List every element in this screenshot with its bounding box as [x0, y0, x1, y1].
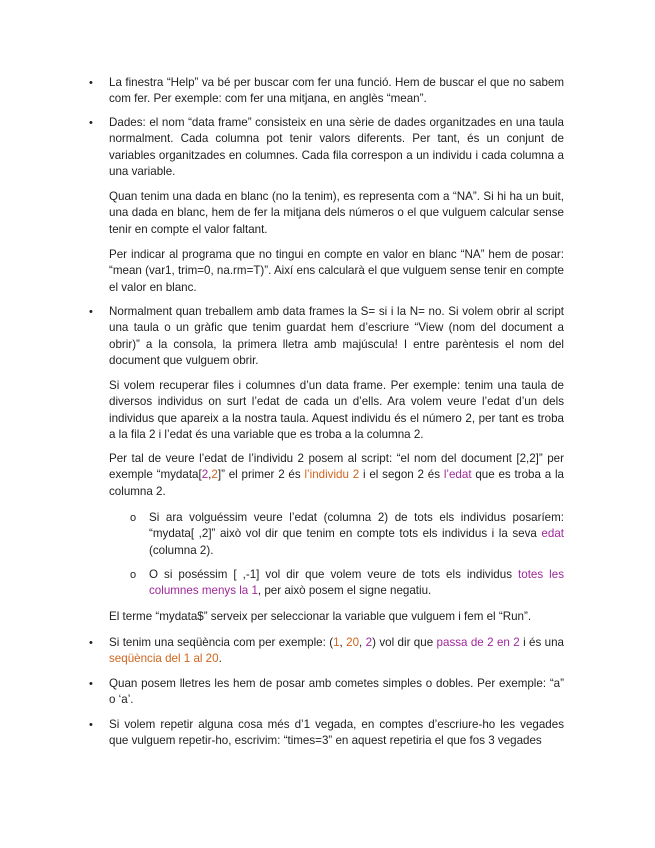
text-run: , [208, 468, 212, 482]
highlight-passa: passa de 2 en 2 [436, 636, 520, 649]
text-run: que es troba a la columna 2. [109, 468, 564, 498]
text-run: O si poséssim [ ,-1] vol dir que volem veure de tots els individus [149, 568, 519, 581]
text-run: i el segon 2 és [359, 468, 444, 482]
paragraph-normalment: Normalment quan treballem amb data frames la S= si i la N= no. Si volem obrir al script una taula o un gràfic que tenim guardat hem d’escriure “View (nom del document a obrir)” a la consola, la primera lletra amb majúscula! I entre parèntesis el nom del document que vulguem obrir. [109, 305, 564, 368]
text-run: i és una [519, 636, 564, 649]
text-run: ]” el primer 2 és [217, 468, 305, 482]
paragraph-veure-edat [109, 451, 564, 500]
sub-bullet-marker: o [130, 569, 137, 581]
sub-bullet-marker: o [130, 512, 137, 524]
text-run: , [359, 636, 366, 649]
highlight-individu: l’individu 2 [304, 468, 360, 482]
paragraph-dades: Dades: el nom “data frame” consisteix en una sèrie de dades organitzades en una taula normalment. Cada columna pot tenir valors diferents. Per tant, és un conjunt de variables organitzades en columnes. Cada fila correspon a un individu i cada columna a una variable. [109, 116, 564, 179]
bullet-marker: • [89, 306, 93, 318]
text-run: ) vol dir que [372, 636, 437, 649]
text-run: , per això posem el signe negatiu. [257, 584, 432, 598]
paragraph-na-indicar: Per indicar al programa que no tingui en compte en valor en blanc “NA” hem de posar: “mean (var1, trim=0, na.rm=T)”. Així ens calcularà el que vulguem sense tenir en compte el valor en blanc. [109, 248, 564, 294]
highlight-edat: l’edat [443, 468, 472, 482]
highlight-sequencia: seqüència del 1 al 20 [109, 652, 219, 666]
highlight-totes-columnes: totes les columnes menys la 1 [149, 568, 565, 598]
bullet-marker: • [89, 719, 93, 731]
text-run: (columna 2). [149, 543, 214, 557]
paragraph-recuperar: Si volem recuperar files i columnes d’un data frame. Per exemple: tenim una taula de diversos individus on surt l’edat de cada un d’ells. Ara volem veure l’edat d’un dels individus que apareix a la nostra taula. Aquest individu és el número 2, per tant es troba a la fila 2 i l’edat és una variable que es troba a la columna 2. [109, 379, 564, 442]
sub-paragraph-columnes [149, 567, 564, 600]
paragraph-terme: El terme “mydata$” serveix per seleccionar la variable que vulguem i fem el “Run”. [109, 610, 532, 623]
bullet-marker: • [89, 678, 93, 690]
text-run: Si tenim una seqüència com per exemple: ( [109, 636, 334, 649]
highlight-number: 20 [346, 636, 360, 649]
sub-paragraph-edat-tots [149, 510, 564, 559]
highlight-number: 2 [365, 636, 373, 649]
bullet-marker: • [89, 637, 93, 649]
paragraph-sequencia [109, 635, 564, 668]
highlight-number: 2 [201, 468, 209, 482]
bullet-marker: • [89, 117, 93, 129]
paragraph-repetir: Si volem repetir alguna cosa més d’1 vegada, en comptes d’escriure-ho les vegades que vulguem repetir-ho, escrivim: “times=3” en aquest repetiria el que fos 3 vegades [109, 718, 564, 748]
text-run: . [218, 652, 222, 666]
highlight-number: 2 [211, 468, 218, 482]
highlight-edat: edat [541, 527, 564, 541]
text-run: Si ara volguéssim veure l’edat (columna 2) de tots els individus posaríem: “mydata[ ,2]” això vol dir que tenim en compte tots els individus i la seva [149, 511, 564, 541]
highlight-number: 1 [333, 636, 340, 649]
paragraph-help: La finestra “Help” va bé per buscar com fer una funció. Hem de buscar el que no sabem com fer. Per exemple: com fer una mitjana, en anglès “mean”. [109, 76, 564, 106]
bullet-marker: • [89, 77, 93, 89]
text-run: Per tal de veure l’edat de l’individu 2 posem al script: “el nom del document [2,2]” per exemple “mydata[ [109, 452, 564, 482]
paragraph-lletres: Quan posem lletres les hem de posar amb cometes simples o dobles. Per exemple: “a” o ‘a’. [109, 677, 564, 707]
paragraph-na-blanc: Quan tenim una dada en blanc (no la tenim), es representa com a “NA”. Si hi ha un buit, una dada en blanc, hem de fer la mitjana dels números o el que vulguem calcular sense tenir en compte el valor faltant. [109, 190, 564, 236]
text-run: , [339, 636, 347, 649]
